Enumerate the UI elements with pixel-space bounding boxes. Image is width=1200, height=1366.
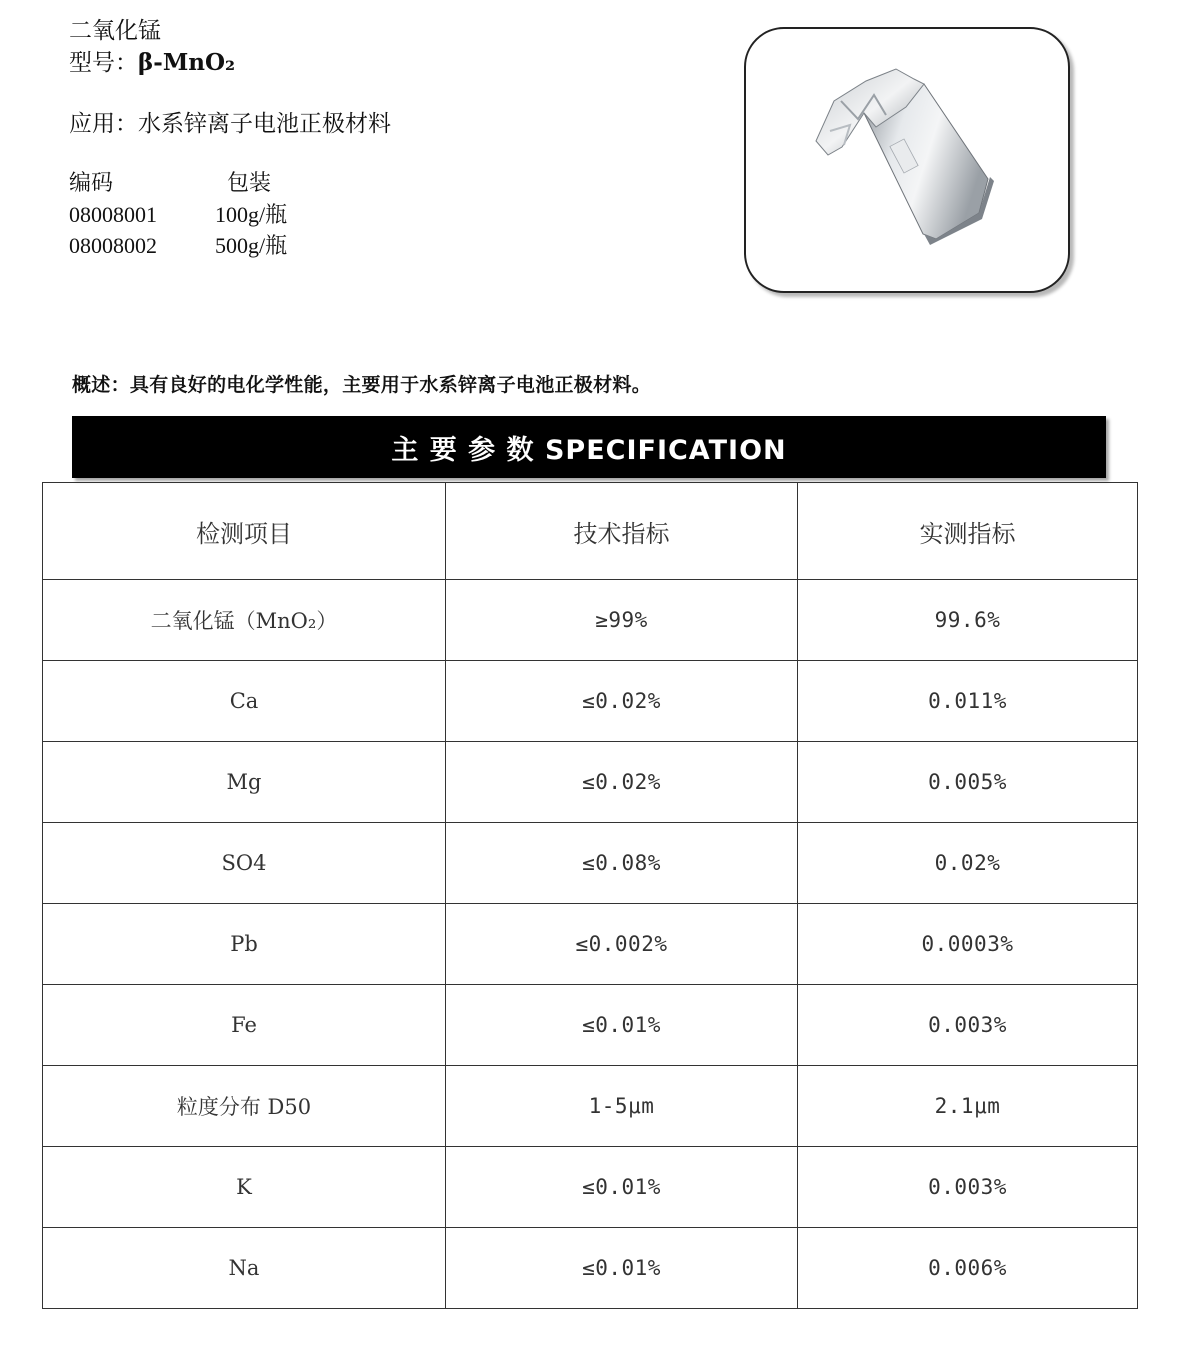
model-label: 型号： — [69, 50, 138, 76]
product-model — [69, 47, 391, 79]
spec-title-bar — [72, 416, 1106, 478]
cell-spec: ≤0.01% — [446, 1228, 798, 1309]
table-row — [43, 904, 1138, 985]
table-row — [43, 1066, 1138, 1147]
code-row — [69, 230, 391, 261]
cell-item: Fe — [43, 985, 446, 1066]
cell-item: Pb — [43, 904, 446, 985]
code-value: 08008002 — [69, 233, 157, 258]
cell-spec: ≥99% — [446, 580, 798, 661]
cell-item: Na — [43, 1228, 446, 1309]
cell-item: Mg — [43, 742, 446, 823]
table-row — [43, 985, 1138, 1066]
cell-item: K — [43, 1147, 446, 1228]
foil-bag-image — [746, 29, 1072, 295]
spec-table — [42, 482, 1138, 1309]
col-header-measured: 实测指标 — [798, 483, 1138, 580]
cell-spec: 1-5μm — [446, 1066, 798, 1147]
cell-spec: ≤0.08% — [446, 823, 798, 904]
table-row — [43, 580, 1138, 661]
table-row — [43, 1228, 1138, 1309]
spec-table-header-row — [43, 483, 1138, 580]
cell-measured: 0.02% — [798, 823, 1138, 904]
table-row — [43, 661, 1138, 742]
overview-text: 概述：具有良好的电化学性能，主要用于水系锌离子电池正极材料。 — [72, 374, 652, 396]
cell-spec: ≤0.002% — [446, 904, 798, 985]
pack-value: 500g/瓶 — [215, 233, 288, 258]
product-photo-frame — [744, 27, 1070, 293]
code-table — [69, 168, 391, 261]
cell-measured: 2.1μm — [798, 1066, 1138, 1147]
product-info — [69, 16, 391, 261]
pack-header: 包装 — [227, 171, 272, 196]
cell-spec: ≤0.02% — [446, 742, 798, 823]
code-header: 编码 — [69, 171, 114, 196]
col-header-item: 检测项目 — [43, 483, 446, 580]
cell-measured: 0.003% — [798, 1147, 1138, 1228]
table-row — [43, 742, 1138, 823]
code-value: 08008001 — [69, 202, 157, 227]
cell-spec: ≤0.01% — [446, 1147, 798, 1228]
pack-value: 100g/瓶 — [215, 202, 288, 227]
table-row — [43, 1147, 1138, 1228]
product-application: 应用：水系锌离子电池正极材料 — [69, 111, 391, 137]
spec-title: 主 要 参 数 SPECIFICATION — [391, 434, 787, 466]
cell-item: SO4 — [43, 823, 446, 904]
code-row — [69, 199, 391, 230]
cell-measured: 99.6% — [798, 580, 1138, 661]
cell-measured: 0.005% — [798, 742, 1138, 823]
cell-item: 粒度分布 D50 — [43, 1066, 446, 1147]
cell-measured: 0.003% — [798, 985, 1138, 1066]
model-value: β-MnO₂ — [138, 49, 236, 76]
product-name: 二氧化锰 — [69, 18, 161, 44]
col-header-spec: 技术指标 — [446, 483, 798, 580]
table-row — [43, 823, 1138, 904]
cell-measured: 0.0003% — [798, 904, 1138, 985]
code-table-header — [69, 168, 391, 199]
cell-spec: ≤0.02% — [446, 661, 798, 742]
cell-item: 二氧化锰（MnO₂） — [43, 580, 446, 661]
cell-measured: 0.011% — [798, 661, 1138, 742]
cell-measured: 0.006% — [798, 1228, 1138, 1309]
cell-spec: ≤0.01% — [446, 985, 798, 1066]
cell-item: Ca — [43, 661, 446, 742]
